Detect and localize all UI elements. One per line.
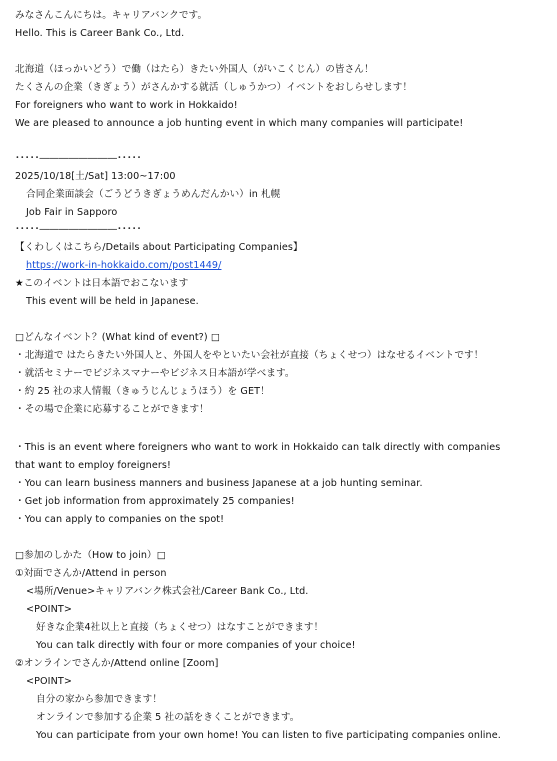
intro-en-2: We are pleased to announce a job hunting event in which many companies will participate! [15,118,464,129]
event-datetime: 2025/10/18[土/Sat] 13:00~17:00 [15,171,176,182]
inperson-en: You can talk directly with four or more companies of your choice! [36,640,356,651]
inperson-point: <POINT> [26,604,72,615]
what-en-item: ・You can apply to companies on the spot! [15,514,225,525]
intro-ja-2: たくさんの企業（きぎょう）がさんかする就活（しゅうかつ）イベントをおしらせします！ [15,82,413,93]
online-en: You can participate from your own home! You can listen to five participating companies online. [36,730,501,741]
what-ja-item: ・約 25 社の求人情報（きゅうじんじょうほう）を GET！ [15,386,270,397]
language-note-en: This event will be held in Japanese. [26,296,199,307]
what-ja-item: ・北海道で はたらきたい外国人と、外国人をやといたい会社が直接（ちょくせつ）はなせるイベントです！ [15,350,484,361]
what-en-item: ・This is an event where foreigners who want to work in Hokkaido can talk directly with companies [15,442,501,453]
greeting-ja: みなさんこんにちは。キャリアバンクです。 [15,10,208,21]
inperson-ja: 好きな企業4社以上と直接（ちょくせつ）はなすことができます！ [36,622,324,633]
what-ja-item: ・就活セミナーでビジネスマナーやビジネス日本語が学べます。 [15,368,295,379]
online-ja-1: 自分の家から参加できます！ [36,694,163,705]
event-name-en: Job Fair in Sapporo [26,207,118,218]
online-title: ②オンラインでさんか/Attend online [Zoom] [15,658,219,669]
intro-ja-1: 北海道（ほっかいどう）で働（はたら）きたい外国人（がいこくじん）の皆さん！ [15,64,374,75]
what-heading: □どんなイベント？(What kind of event?) □ [15,332,221,343]
what-en-item: ・You can learn business manners and business Japanese at a job hunting seminar. [15,478,423,489]
online-point: <POINT> [26,676,72,687]
intro-en-1: For foreigners who want to work in Hokkaido! [15,100,238,111]
online-ja-2: オンラインで参加する企業 5 社の話をきくことができます。 [36,712,300,723]
what-ja-item: ・その場で企業に応募することができます！ [15,404,209,415]
inperson-venue: <場所/Venue>キャリアバンク株式会社/Career Bank Co., Ltd. [26,586,309,597]
language-note-ja: ★このイベントは日本語でおこないます [15,278,189,289]
event-name-ja: 合同企業面談会（ごうどうきぎょうめんだんかい）in 札幌 [26,189,281,200]
details-link[interactable]: https://work-in-hokkaido.com/post1449/ [26,260,222,271]
what-en-item-cont: that want to employ foreigners! [15,460,171,471]
details-heading: 【くわしくはこちら/Details about Participating Companies】 [15,242,303,253]
how-heading: □参加のしかた（How to join）□ [15,550,166,561]
what-en-item: ・Get job information from approximately 25 companies! [15,496,295,507]
inperson-title: ①対面でさんか/Attend in person [15,568,167,579]
greeting-en: Hello. This is Career Bank Co., Ltd. [15,28,185,39]
divider-bottom: ･････――――――――･････ [15,224,142,235]
divider-top: ･････――――――――･････ [15,153,142,164]
